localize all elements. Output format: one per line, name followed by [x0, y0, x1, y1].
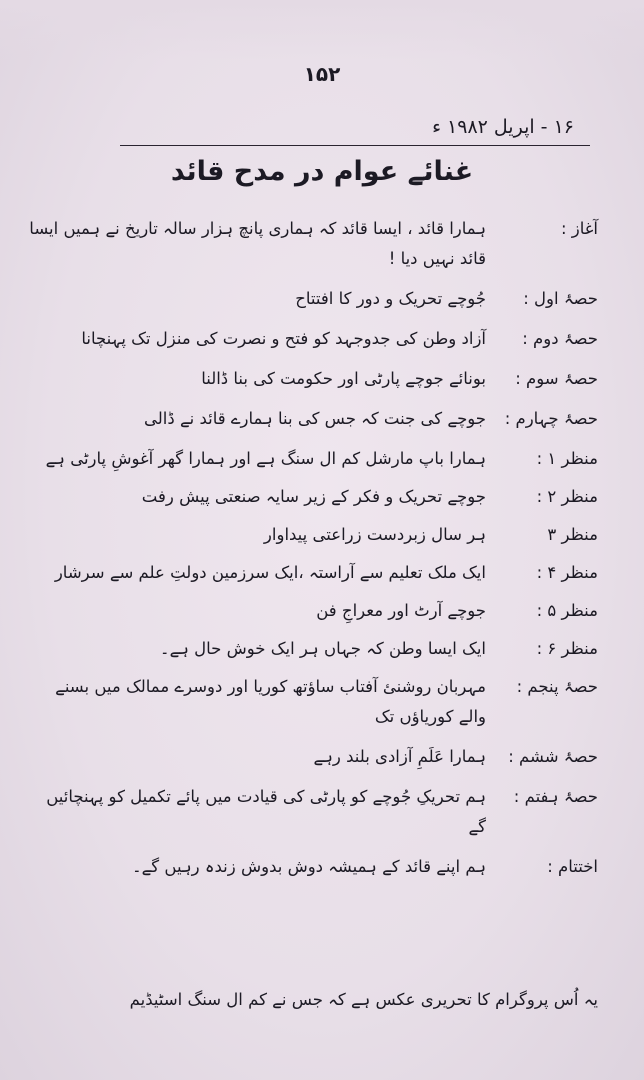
- section-text: ہمارا قائد ، ایسا قائد کہ ہماری پانچ ہزار سالہ تاریخ نے ہمیں ایسا قائد نہیں دیا !: [29, 219, 486, 268]
- section-label: منظر ۳: [547, 525, 598, 544]
- section-label: آغاز :: [560, 219, 598, 238]
- footer-text: یہ اُس پروگرام کا تحریری عکس ہے کہ جس نے کم ال سنگ اسٹیڈیم: [129, 990, 598, 1009]
- section-row: [28, 482, 598, 512]
- section-label: منظر ۵ :: [536, 601, 598, 620]
- section-text: ہمارا عَلَمِ آزادی بلند رہے: [313, 747, 486, 766]
- date-line: ۱۶ - اپریل ۱۹۸۲ ء: [432, 116, 574, 138]
- section-row: [28, 520, 598, 550]
- page-number: ۱۵۲: [303, 62, 341, 86]
- section-row: [28, 364, 598, 394]
- section-text: آزاد وطن کی جدوجہد کو فتح و نصرت کی منزل تک پہنچانا: [81, 329, 486, 348]
- section-label: حصۂ چہارم :: [504, 409, 598, 428]
- section-label: حصۂ ششم :: [508, 747, 598, 766]
- section-row: [28, 444, 598, 474]
- section-row: [28, 404, 598, 434]
- section-text: ہم تحریکِ جُوچے کو پارٹی کی قیادت میں پائے تکمیل کو پہنچائیں گے: [46, 787, 486, 836]
- section-row: [28, 782, 598, 842]
- section-text: ایک ایسا وطن کہ جہاں ہر ایک خوش حال ہے۔: [159, 639, 486, 658]
- section-text: جوچے تحریک و فکر کے زیر سایہ صنعتی پیش رفت: [141, 487, 486, 506]
- section-label: منظر ۴ :: [536, 563, 598, 582]
- section-row: [28, 596, 598, 626]
- section-text: جوچے آرٹ اور معراجِ فن: [316, 601, 486, 620]
- section-label: حصۂ ہفتم :: [513, 787, 598, 806]
- section-text: جوچے کی جنت کہ جس کی بنا ہمارے قائد نے ڈالی: [143, 409, 486, 428]
- section-text: ہر سال زبردست زراعتی پیداوار: [263, 525, 486, 544]
- section-text: ایک ملک تعلیم سے آراستہ ،ایک سرزمین دولتِ علم سے سرشار: [54, 563, 486, 582]
- section-text: ہمارا باپ مارشل کم ال سنگ ہے اور ہمارا گھر آغوشِ پارٹی ہے: [45, 449, 486, 468]
- page-title: غنائے عوام در مدح قائد: [170, 156, 474, 187]
- section-row: [28, 324, 598, 354]
- section-row: [28, 742, 598, 772]
- program-sections: [28, 214, 598, 892]
- section-row: [28, 558, 598, 588]
- section-text: جُوچے تحریک و دور کا افتتاح: [295, 289, 486, 308]
- section-row: [28, 672, 598, 732]
- section-label: حصۂ پنجم :: [516, 677, 598, 696]
- section-row: [28, 284, 598, 314]
- section-row: [28, 852, 598, 882]
- header-rule: [120, 145, 590, 146]
- section-label: منظر ۱ :: [536, 449, 598, 468]
- section-label: منظر ۶ :: [536, 639, 598, 658]
- section-label: حصۂ دوم :: [522, 329, 598, 348]
- section-text: بونائے جوچے پارٹی اور حکومت کی بنا ڈالنا: [201, 369, 486, 388]
- section-row: [28, 214, 598, 274]
- section-label: حصۂ اول :: [523, 289, 598, 308]
- section-text: ہم اپنے قائد کے ہمیشہ دوش بدوش زندہ رہیں گے۔: [131, 857, 486, 876]
- section-label: حصۂ سوم :: [515, 369, 598, 388]
- section-text: مہربان روشنئ آفتاب ساؤتھ کوریا اور دوسرے ممالک میں بسنے والے کوریاؤں تک: [55, 677, 486, 726]
- section-label: منظر ۲ :: [536, 487, 598, 506]
- section-row: [28, 634, 598, 664]
- section-label: اختتام :: [547, 857, 598, 876]
